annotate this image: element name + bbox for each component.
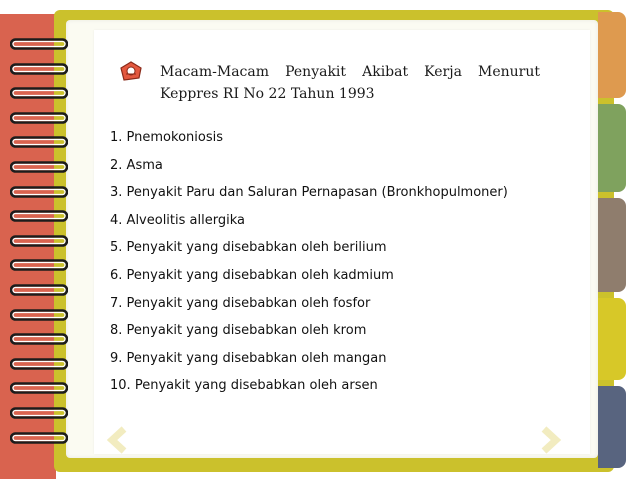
title-line-1: Macam-Macam Penyakit Akibat Kerja Menurut	[160, 64, 540, 80]
list-item-text: Alveolitis allergika	[126, 212, 245, 228]
list-item-text: Penyakit yang disebabkan oleh kadmium	[126, 267, 394, 283]
list-item	[110, 290, 508, 318]
spiral-ring	[10, 63, 68, 75]
spiral-ring	[10, 112, 68, 124]
list-item	[110, 345, 508, 373]
list-item	[110, 234, 508, 262]
list-item-text: Penyakit yang disebabkan oleh mangan	[126, 350, 387, 366]
list-item	[110, 124, 508, 152]
list-item-text: Pnemokoniosis	[126, 130, 223, 145]
list-item-text: Penyakit yang disebabkan oleh fosfor	[126, 295, 371, 311]
spiral-ring	[10, 87, 68, 99]
spiral-ring	[10, 333, 68, 345]
list-item-number: 4.	[110, 212, 123, 228]
title-line-2: Keppres RI No 22 Tahun 1993	[160, 86, 375, 102]
spiral-ring	[10, 136, 68, 148]
list-item-number: 7.	[110, 295, 123, 311]
list-item-text: Penyakit Paru dan Saluran Pernapasan (Bronkhopulmoner)	[126, 185, 508, 201]
spiral-ring	[10, 259, 68, 271]
list-item	[110, 152, 508, 180]
spiral-ring	[10, 382, 68, 394]
tab-blue[interactable]	[598, 386, 626, 468]
list-item-number: 1.	[110, 130, 123, 145]
clipboard-icon	[118, 60, 144, 82]
chevron-left-icon[interactable]	[104, 425, 134, 455]
list-item-number: 9.	[110, 350, 123, 366]
list-item-number: 8.	[110, 323, 123, 339]
list-item-text: Penyakit yang disebabkan oleh krom	[126, 323, 367, 339]
chevron-right-icon[interactable]	[534, 425, 564, 455]
spiral-ring	[10, 235, 68, 247]
list-item-number: 3.	[110, 185, 123, 201]
list-item-number: 2.	[110, 157, 123, 173]
list-item-number: 6.	[110, 267, 123, 283]
list-item	[110, 179, 508, 207]
list-item-text: Penyakit yang disebabkan oleh arsen	[134, 378, 378, 394]
list-item	[110, 317, 508, 345]
list-item-text: Asma	[126, 157, 163, 173]
tab-orange[interactable]	[598, 12, 626, 98]
spiral-ring	[10, 186, 68, 198]
spiral-ring	[10, 407, 68, 419]
spiral-ring	[10, 38, 68, 50]
tab-yellow[interactable]	[598, 298, 626, 380]
list-item	[110, 372, 508, 400]
spiral-ring	[10, 284, 68, 296]
tab-green[interactable]	[598, 104, 626, 192]
spiral-ring	[10, 309, 68, 321]
spiral-ring	[10, 210, 68, 222]
slide-title	[160, 61, 540, 105]
list-item	[110, 207, 508, 235]
spiral-ring	[10, 358, 68, 370]
tab-brown[interactable]	[598, 198, 626, 292]
list-item-number: 5.	[110, 240, 123, 256]
list-item-number: 10.	[110, 378, 131, 394]
list-item-text: Penyakit yang disebabkan oleh berilium	[126, 240, 387, 256]
disease-list	[110, 124, 508, 400]
spiral-ring	[10, 161, 68, 173]
list-item	[110, 262, 508, 290]
spiral-ring	[10, 432, 68, 444]
